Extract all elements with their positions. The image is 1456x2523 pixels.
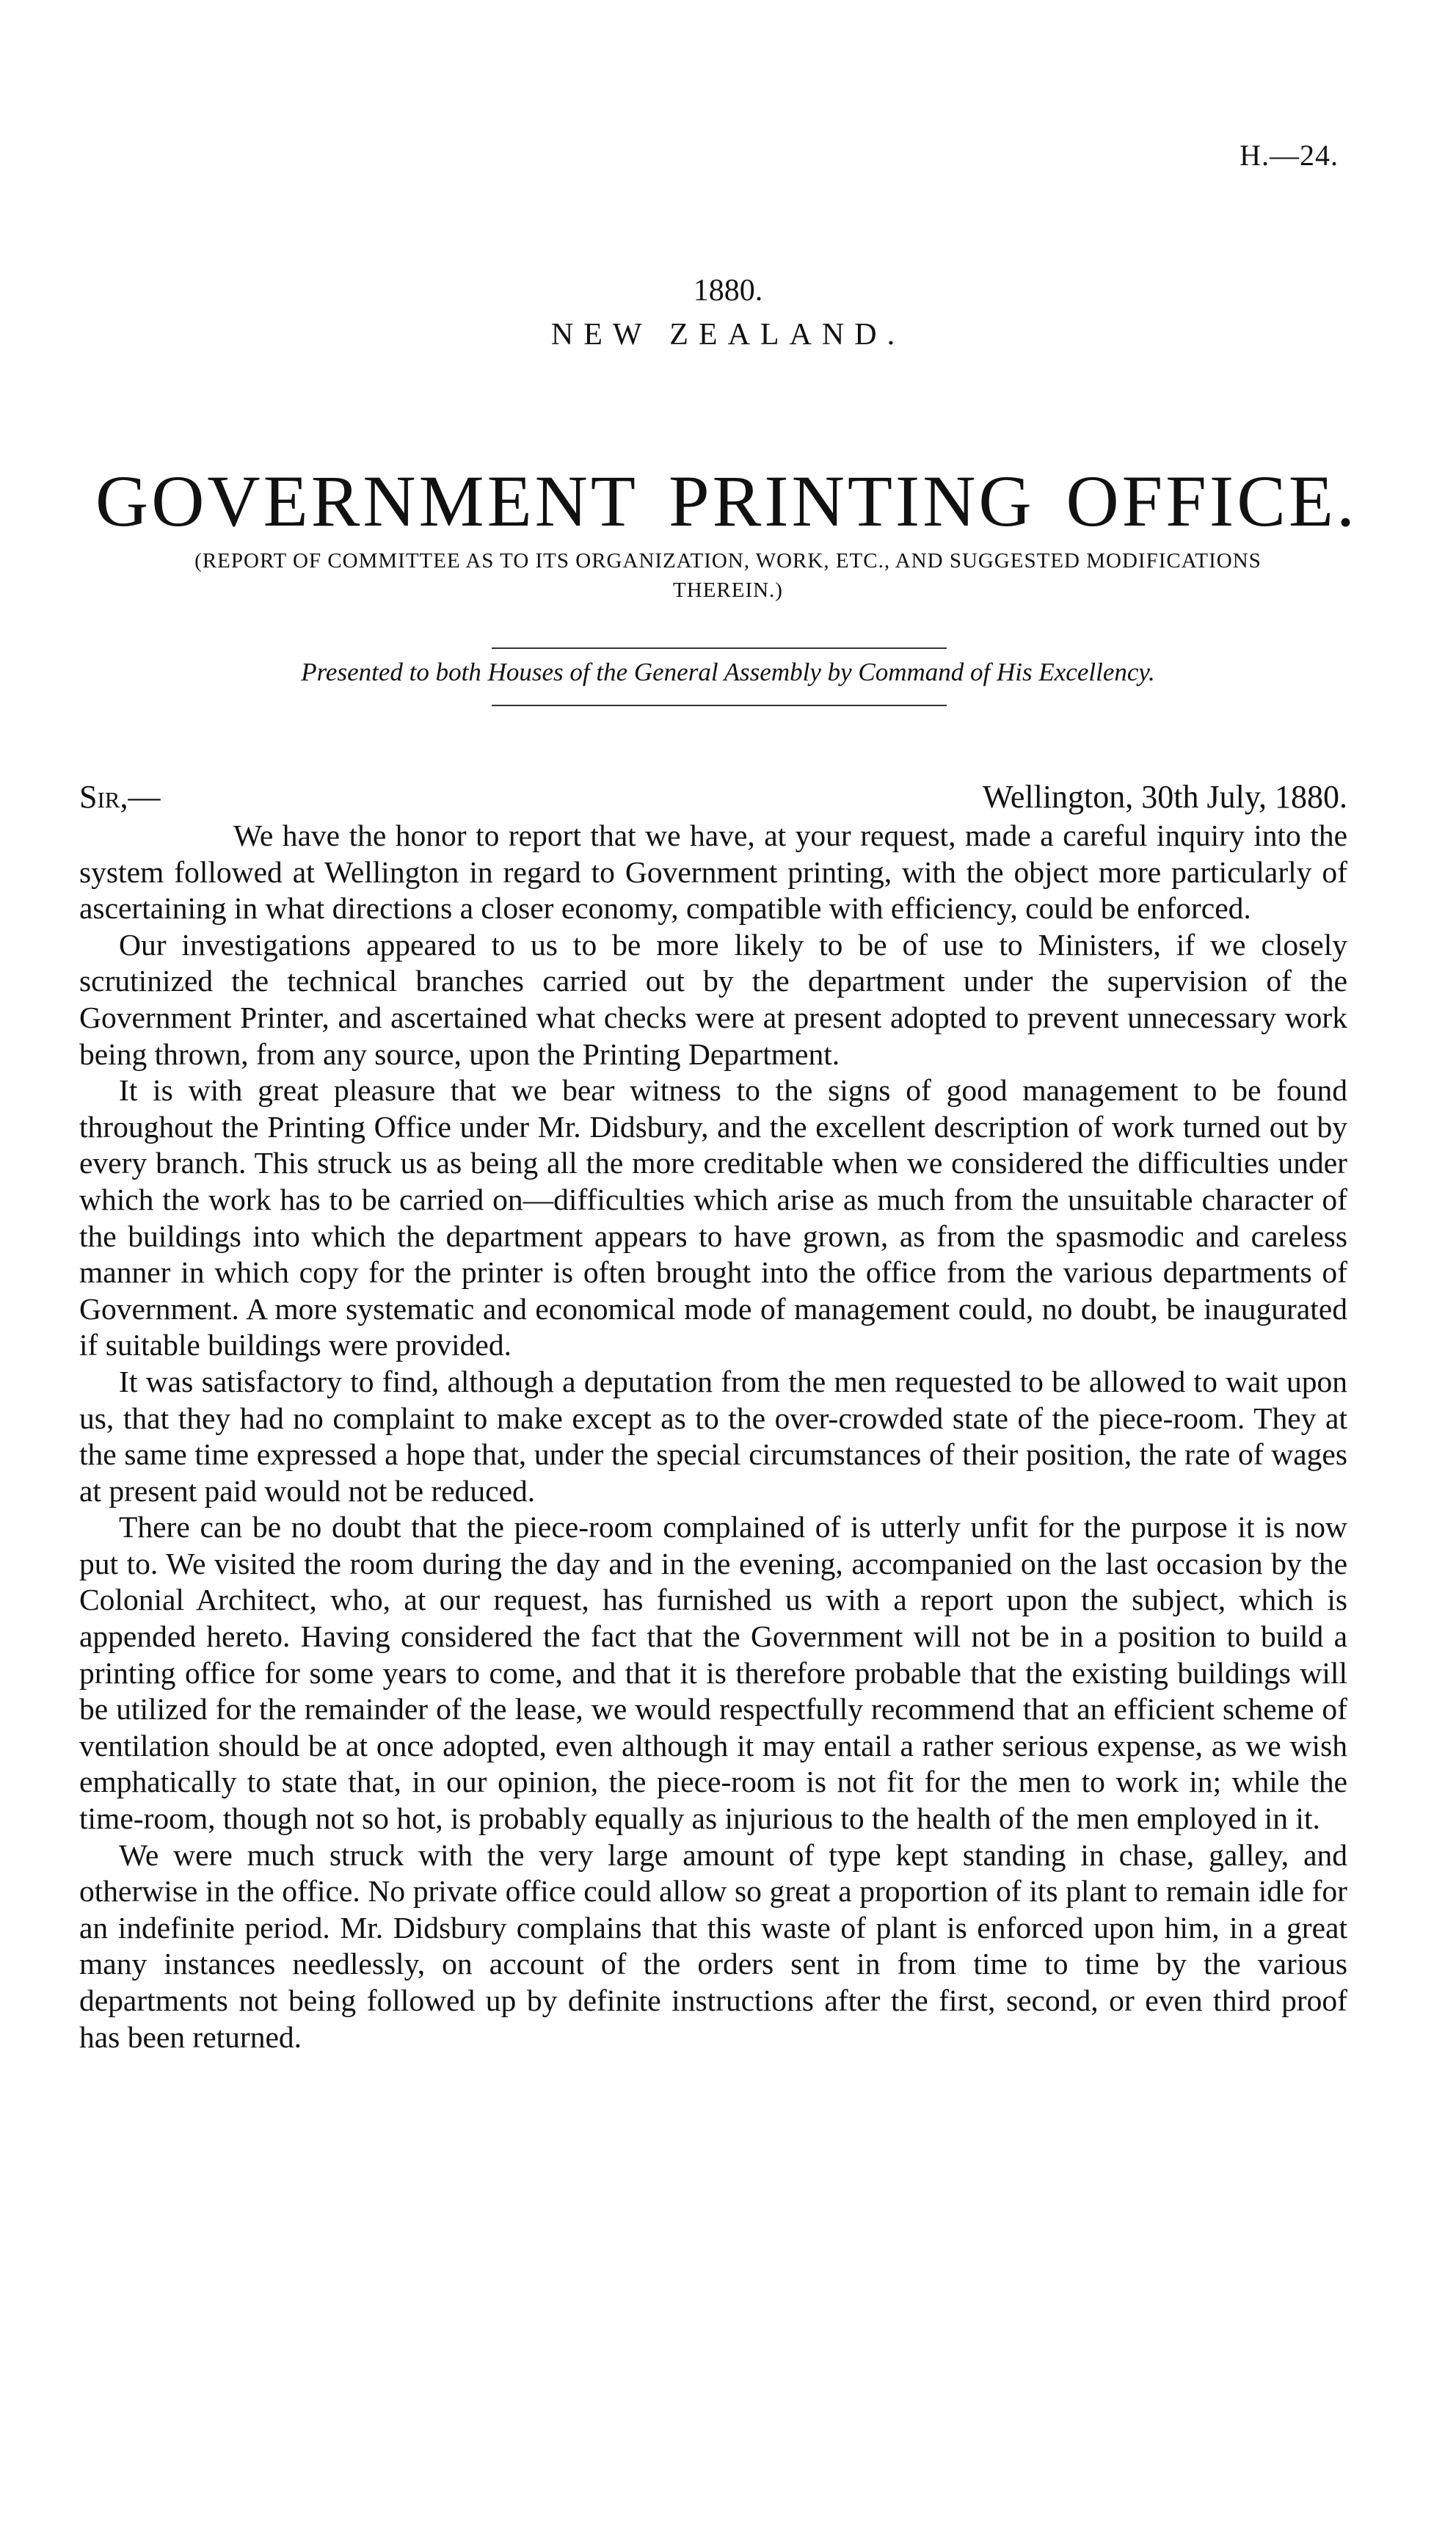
divider-bottom [492,705,947,706]
letter-body [79,818,1347,2055]
year: 1880. [693,274,763,308]
paragraph: There can be no doubt that the piece-room complained of is utterly unfit for the purpose it is now put to. We visited the room during the day and in the evening, accompanied on the last occasion by the Colonial Architect, who, at our request, has furnished us with a report upon the subject, which is appended hereto. Having considered the fact that the Government will not be in a position to build a printing office for some years to come, and that it is therefore probable that the existing buildings will be utilized for the remainder of the lease, we would respectfully recommend that an efficient scheme of ventilation should be at once adopted, even although it may entail a rather serious expense, as we wish emphatically to state that, in our opinion, the piece-room is not fit for the men to work in; while the time-room, though not so hot, is probably equally as injurious to the health of the men employed in it. [79,1510,1347,1836]
document-title: GOVERNMENT PRINTING OFFICE. [95,460,1358,542]
paragraph: It is with great pleasure that we bear witness to the signs of good management to be found throughout the Printing Office under Mr. Didsbury, and the excellent description of work turned out by every branch. This struck us as being all the more creditable when we considered the difficulties under which the work has to be carried on—difficulties which arise as much from the unsuitable character of the buildings into which the department appears to have grown, as from the spasmodic and careless manner in which copy for the printer is often brought into the office from the various departments of Government. A more systematic and economical mode of management could, no doubt, be inaugurated if suitable buildings were provided. [79,1073,1347,1362]
dateline: Wellington, 30th July, 1880. [982,779,1347,815]
paragraph: Our investigations appeared to us to be more likely to be of use to Ministers, if we closely scrutinized the technical branches carried out by the department under the supervision of the Government Printer, and ascertained what checks were at present adopted to prevent unnecessary work being thrown, from any source, upon the Printing Department. [79,927,1347,1071]
paragraph: We have the honor to report that we have, at your request, made a careful inquiry into the system followed at Wellington in regard to Government printing, with the object more particularly of ascertaining in what directions a closer economy, compatible with efficiency, could be enforced. [79,818,1347,926]
divider-top [492,647,947,649]
presented-line: Presented to both Houses of the General Assembly by Command of His Excellency. [301,658,1155,686]
paragraph: We were much struck with the very large amount of type kept standing in chase, galley, and otherwise in the office. No private office could allow so great a proportion of its plant to remain idle for an indefinite period. Mr. Didsbury complains that this waste of plant is enforced upon him, in a great many instances needlessly, on account of the orders sent in from time to time by the various departments not being followed up by definite instructions after the first, second, or even third proof has been returned. [79,1837,1347,2054]
country: NEW ZEALAND. [550,318,906,352]
salutation: Sir,— [79,779,161,815]
document-subtitle: (REPORT OF COMMITTEE AS TO ITS ORGANIZATION, WORK, ETC., AND SUGGESTED MODIFICATIONS THEREIN.) [194,549,1262,602]
page-id: H.—24. [1240,139,1339,172]
paragraph: It was satisfactory to find, although a deputation from the men requested to be allowed to wait upon us, that they had no complaint to make except as to the over-crowded state of the piece-room. They at the same time expressed a hope that, under the special circumstances of their position, the rate of wages at present paid would not be reduced. [79,1364,1347,1508]
